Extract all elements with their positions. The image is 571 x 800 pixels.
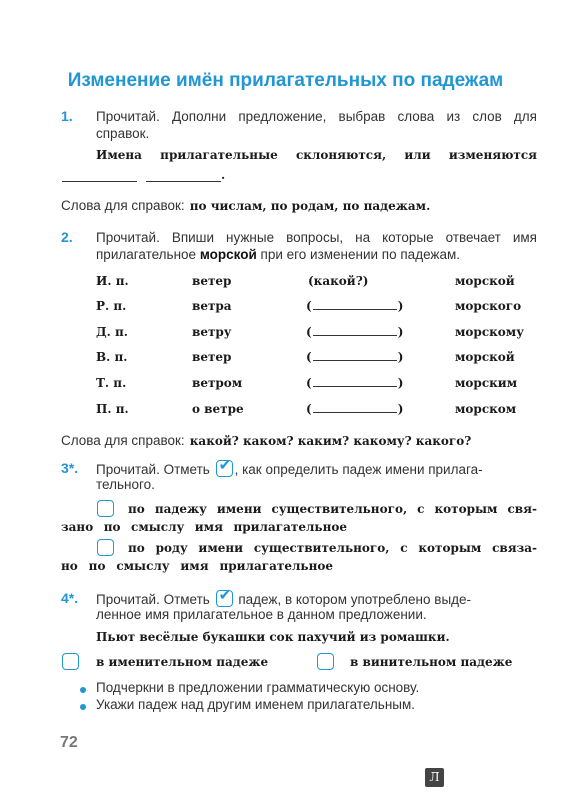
reference-words: какой? каком? каким? какому? какого?	[189, 434, 472, 448]
sentence-period: .	[221, 168, 226, 182]
task-3-number: 3*.	[61, 460, 79, 476]
option-by-gender-line1: по роду имени существительного, с которым связа-	[128, 541, 537, 555]
page-number: 72	[60, 734, 78, 751]
instruction-text: при его изменении по падежам.	[260, 247, 460, 262]
adjective-form: морском	[455, 402, 517, 416]
reference-words: по числам, по родам, по падежам.	[189, 199, 431, 213]
task-2-instruction-line1: Прочитай. Впиши нужные вопросы, на которые отвечает имя	[96, 230, 537, 245]
task-1-instruction-line2: справок.	[96, 126, 150, 141]
noun-form: ветра	[192, 299, 232, 313]
question-blank[interactable]: ( )	[306, 350, 404, 364]
case-label: Т. п.	[96, 376, 127, 390]
task-1-instruction-line1: Прочитай. Дополни предложение, выбрав слова из слов для	[96, 109, 537, 124]
noun-form: ветер	[192, 350, 232, 364]
instruction-text: Прочитай. Отметь	[96, 462, 210, 477]
question-blank[interactable]: ( )	[306, 402, 404, 416]
adjective-form: морскому	[455, 325, 524, 339]
question-blank[interactable]: ( )	[306, 325, 404, 339]
reference-label: Слова для справок:	[61, 198, 185, 213]
bullet-icon	[80, 704, 86, 710]
case-label: Д. п.	[96, 325, 128, 339]
option-accusative-checkbox[interactable]	[317, 653, 334, 670]
reference-label: Слова для справок:	[61, 433, 185, 448]
adjective-form: морской	[455, 350, 515, 364]
noun-form: ветром	[192, 376, 243, 390]
publisher-logo-icon: Л	[425, 768, 444, 787]
instruction-text: прилагательное	[96, 247, 197, 262]
option-by-case-line1: по падежу имени существительного, с которым свя-	[128, 502, 537, 516]
checkbox-checked-icon	[216, 590, 233, 607]
adjective-form: морским	[455, 376, 518, 390]
task-4-instruction-line2: ленное имя прилагательное в данном предложении.	[96, 607, 427, 622]
option-by-gender-line2: но по смыслу имя прилагательное	[61, 559, 333, 573]
question-blank[interactable]: ( )	[306, 376, 404, 390]
checkbox-checked-icon	[216, 460, 233, 477]
task-3-instruction-line1	[96, 460, 483, 477]
task-1-reference	[61, 195, 430, 214]
task-4-instruction-line1	[96, 590, 471, 607]
task-1-sentence: Имена прилагательные склоняются, или изменяются	[96, 148, 537, 162]
adjective-form: морской	[455, 274, 515, 288]
noun-form: о ветре	[192, 402, 244, 416]
option-accusative-label: в винительном падеже	[350, 655, 513, 669]
case-label: П. п.	[96, 402, 129, 416]
case-label: И. п.	[96, 274, 129, 288]
task-4-sentence: Пьют весёлые букашки сок пахучий из ромашки.	[96, 630, 450, 644]
case-label: В. п.	[96, 350, 128, 364]
highlighted-word: морской	[199, 247, 257, 262]
option-nominative-checkbox[interactable]	[62, 653, 79, 670]
instruction-text: падеж, в котором употреблено выде-	[238, 592, 472, 607]
option-by-case-checkbox[interactable]	[97, 500, 114, 517]
case-label: Р. п.	[96, 299, 127, 313]
option-by-case-line2: зано по смыслу имя прилагательное	[61, 520, 347, 534]
task-4-bullet-1: Подчеркни в предложении грамматическую основу.	[96, 680, 420, 695]
task-4-bullet-2: Укажи падеж над другим именем прилагательным.	[96, 697, 416, 712]
noun-form: ветер	[192, 274, 232, 288]
noun-form: ветру	[192, 325, 232, 339]
option-by-gender-checkbox[interactable]	[97, 539, 114, 556]
page-title: Изменение имён прилагательных по падежам	[67, 70, 504, 91]
answer-blank-2[interactable]	[146, 181, 221, 182]
option-nominative-label: в именительном падеже	[96, 655, 269, 669]
instruction-text: , как определить падеж имени прилага-	[234, 462, 483, 477]
task-1-number: 1.	[61, 108, 73, 124]
question-blank[interactable]: ( )	[306, 299, 404, 313]
question-given: (какой?)	[308, 274, 369, 288]
instruction-text: Прочитай. Отметь	[96, 592, 210, 607]
task-2-number: 2.	[61, 229, 73, 245]
bullet-icon	[80, 687, 86, 693]
task-4-number: 4*.	[61, 590, 79, 606]
task-2-instruction-line2	[96, 247, 460, 262]
adjective-form: морского	[455, 299, 522, 313]
task-3-instruction-line2: тельного.	[96, 477, 155, 492]
answer-blank-1[interactable]	[62, 181, 137, 182]
task-2-reference	[61, 430, 471, 449]
